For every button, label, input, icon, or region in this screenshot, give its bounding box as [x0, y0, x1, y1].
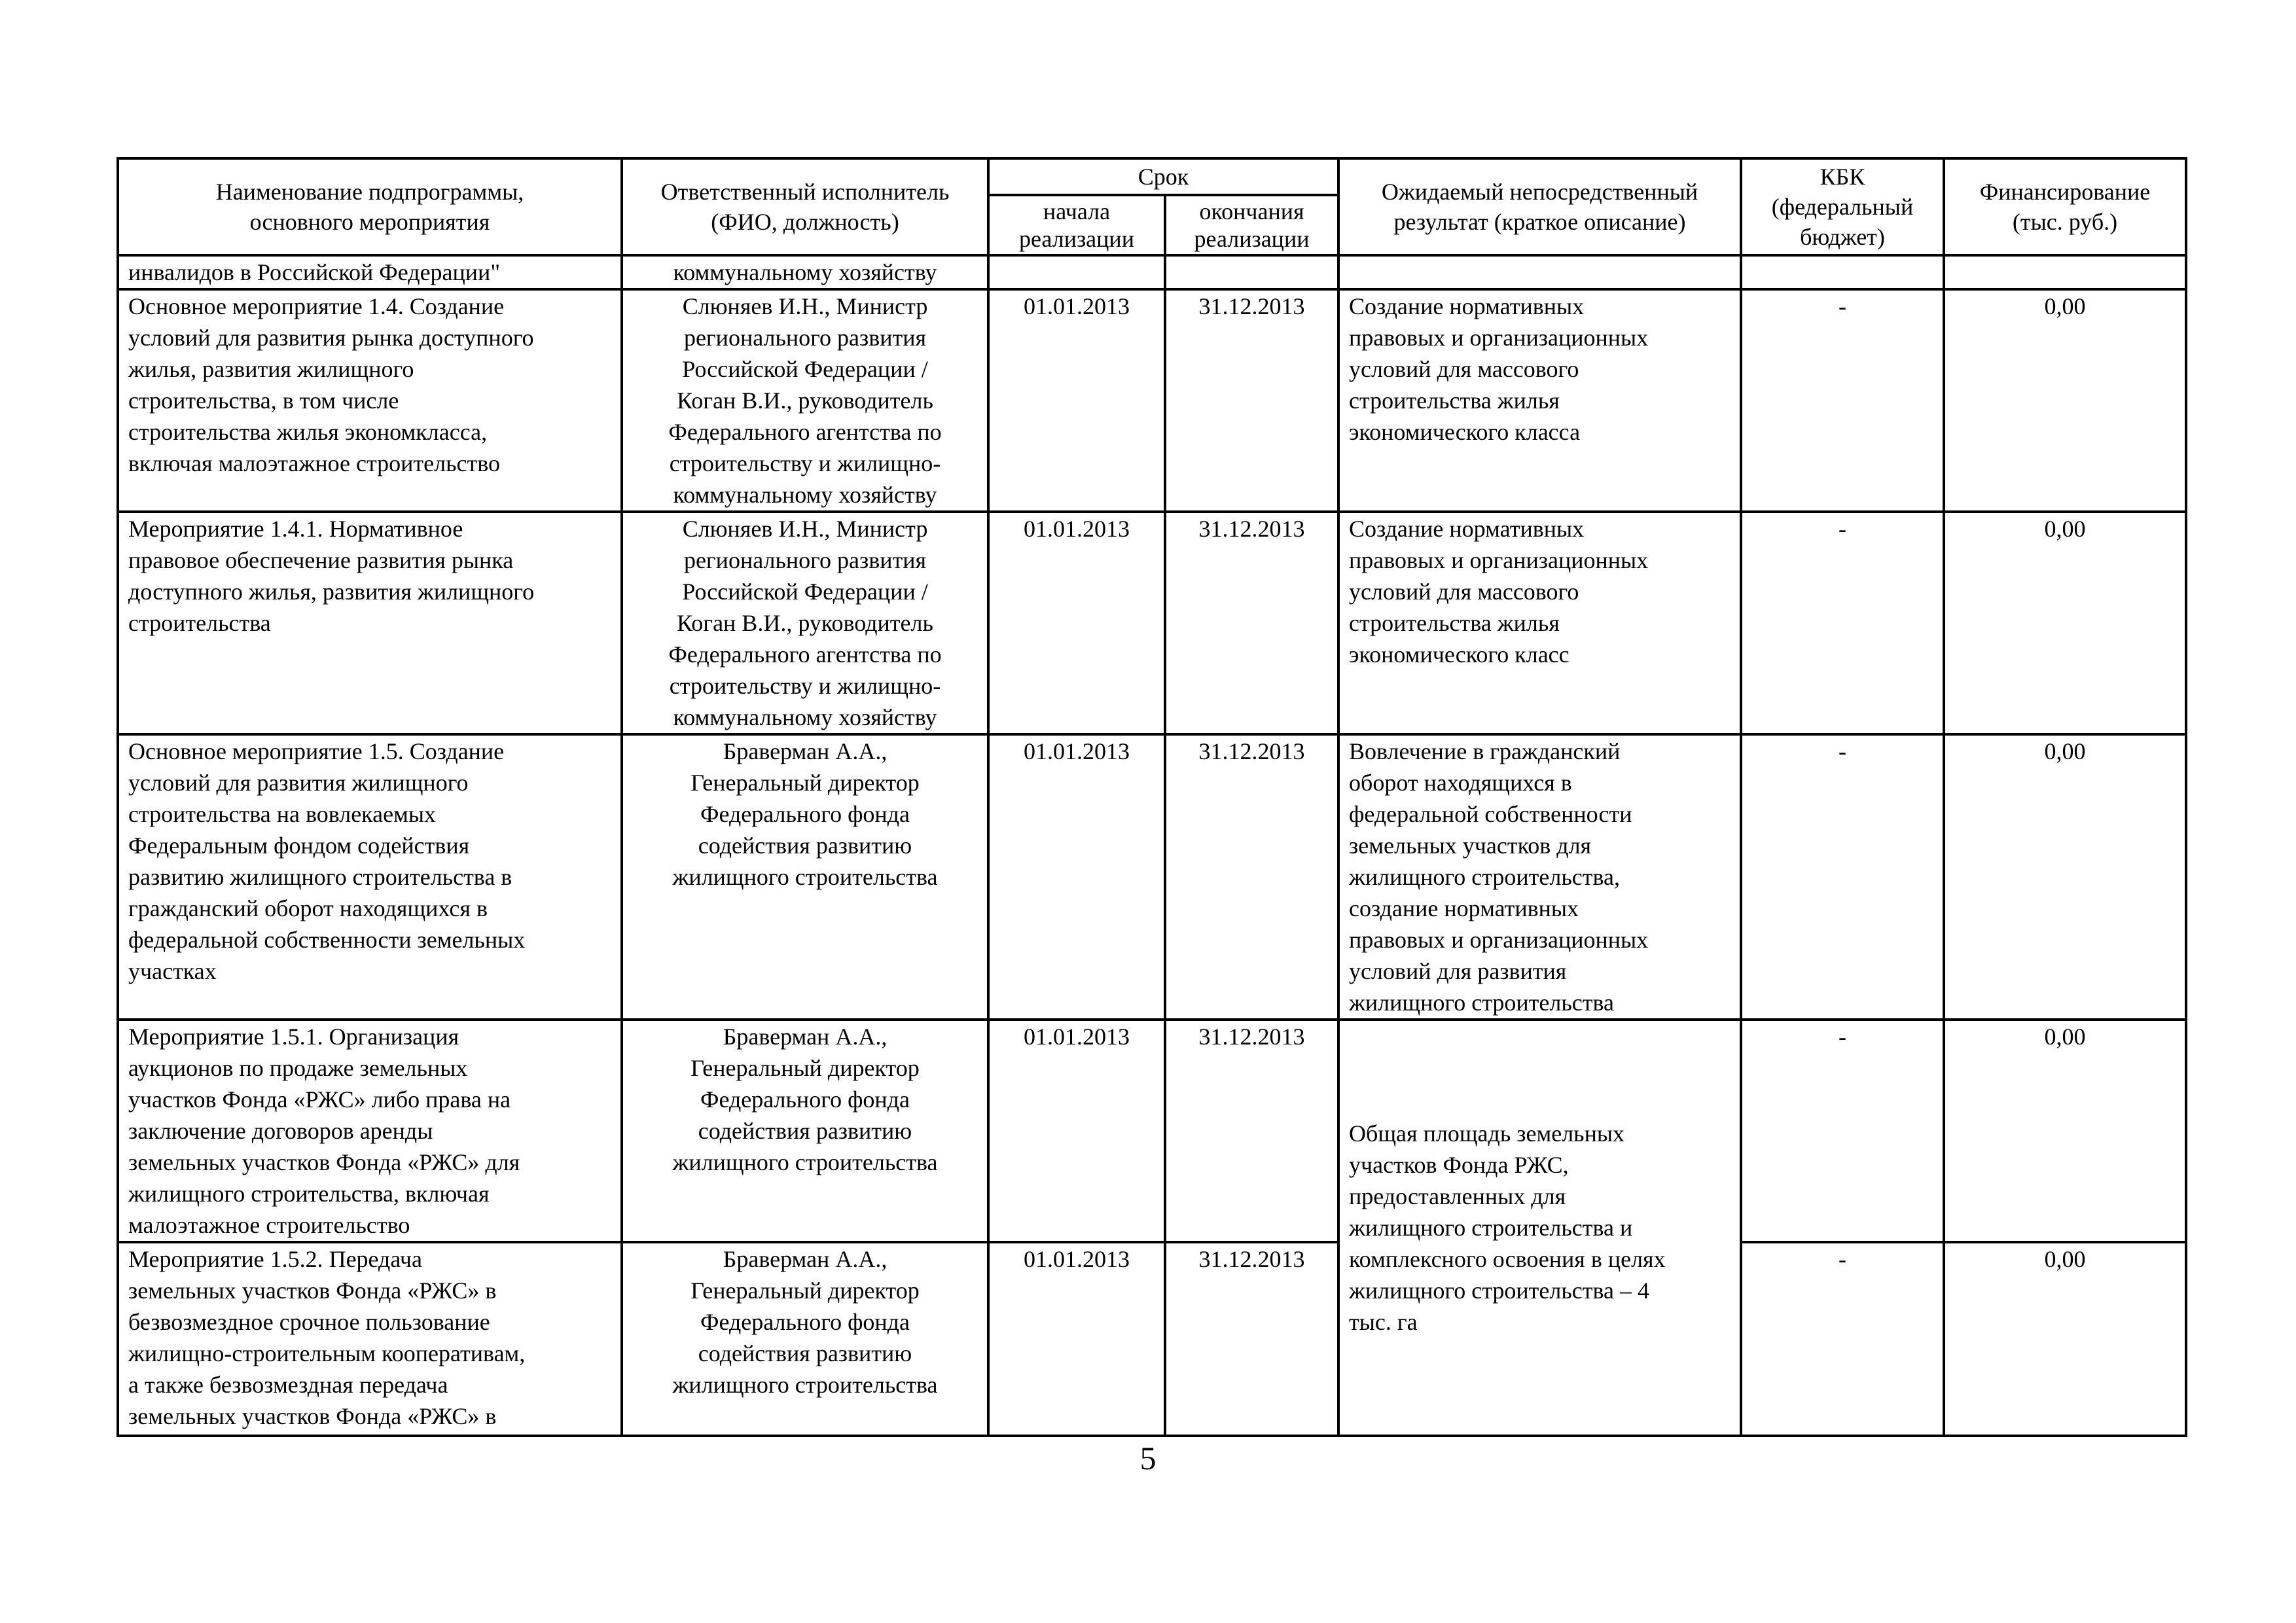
row-start: 01.01.2013 — [988, 1242, 1165, 1436]
row-name: Основное мероприятие 1.4. Создание условий для развития рынка доступного жилья, развития жилищного строительства, в том числе строительства жилья экономкласса, включая малоэтажное строительство — [118, 289, 622, 512]
row-start: 01.01.2013 — [988, 734, 1165, 1020]
row-name: инвалидов в Российской Федерации" — [118, 255, 622, 289]
header-term: Срок — [988, 158, 1338, 195]
table-row — [118, 289, 2186, 512]
row-executor: коммунальному хозяйству — [622, 255, 988, 289]
row-finance: 0,00 — [1944, 512, 2186, 734]
row-kbk: - — [1741, 734, 1944, 1020]
table-row — [118, 1242, 2186, 1436]
row-finance: 0,00 — [1944, 1242, 2186, 1436]
row-result: Создание нормативных правовых и организационных условий для массового строительства жилья экономического класс — [1338, 512, 1741, 734]
header-kbk: КБК (федеральный бюджет) — [1741, 158, 1944, 255]
header-executor: Ответственный исполнитель (ФИО, должность) — [622, 158, 988, 255]
row-name: Мероприятие 1.5.2. Передача земельных участков Фонда «РЖС» в безвозмездное срочное пользование жилищно-строительным кооперативам, а также безвозмездная передача земельных участков Фонда «РЖС» в — [118, 1242, 622, 1436]
row-end: 31.12.2013 — [1165, 512, 1338, 734]
row-finance: 0,00 — [1944, 1020, 2186, 1242]
row-executor: Браверман А.А., Генеральный директор Федерального фонда содействия развитию жилищного строительства — [622, 734, 988, 1020]
row-result: Вовлечение в гражданский оборот находящихся в федеральной собственности земельных участков для жилищного строительства, создание нормативных правовых и организационных условий для развития жилищного строительства — [1338, 734, 1741, 1020]
row-kbk: - — [1741, 289, 1944, 512]
row-end — [1165, 255, 1338, 289]
row-kbk — [1741, 255, 1944, 289]
row-finance — [1944, 255, 2186, 289]
header-end: окончания реализации — [1165, 195, 1338, 255]
row-kbk: - — [1741, 1242, 1944, 1436]
program-table — [117, 157, 2187, 1437]
row-executor: Браверман А.А., Генеральный директор Федерального фонда содействия развитию жилищного строительства — [622, 1242, 988, 1436]
row-name: Мероприятие 1.4.1. Нормативное правовое обеспечение развития рынка доступного жилья, развития жилищного строительства — [118, 512, 622, 734]
table-row — [118, 255, 2186, 289]
row-name: Мероприятие 1.5.1. Организация аукционов по продаже земельных участков Фонда «РЖС» либо права на заключение договоров аренды земельных участков Фонда «РЖС» для жилищного строительства, включая малоэтажное строительство — [118, 1020, 622, 1242]
row-start: 01.01.2013 — [988, 289, 1165, 512]
row-executor: Браверман А.А., Генеральный директор Федерального фонда содействия развитию жилищного строительства — [622, 1020, 988, 1242]
row-finance: 0,00 — [1944, 734, 2186, 1020]
header-finance: Финансирование (тыс. руб.) — [1944, 158, 2186, 255]
row-end: 31.12.2013 — [1165, 289, 1338, 512]
row-start: 01.01.2013 — [988, 512, 1165, 734]
row-start — [988, 255, 1165, 289]
page-number: 5 — [1139, 1440, 1157, 1476]
header-start: начала реализации — [988, 195, 1165, 255]
table-row — [118, 512, 2186, 734]
row-end: 31.12.2013 — [1165, 1242, 1338, 1436]
table-row — [118, 1020, 2186, 1242]
row-kbk: - — [1741, 1020, 1944, 1242]
row-name: Основное мероприятие 1.5. Создание условий для развития жилищного строительства на вовлекаемых Федеральным фондом содействия развитию жилищного строительства в гражданский оборот находящихся в федеральной собственности земельных участках — [118, 734, 622, 1020]
row-end: 31.12.2013 — [1165, 734, 1338, 1020]
row-start: 01.01.2013 — [988, 1020, 1165, 1242]
row-executor: Слюняев И.Н., Министр регионального развития Российской Федерации / Коган В.И., руководитель Федерального агентства по строительству и жилищно- коммунальному хозяйству — [622, 289, 988, 512]
row-finance: 0,00 — [1944, 289, 2186, 512]
row-result — [1338, 255, 1741, 289]
header-result: Ожидаемый непосредственный результат (краткое описание) — [1338, 158, 1741, 255]
row-kbk: - — [1741, 512, 1944, 734]
row-result: Создание нормативных правовых и организационных условий для массового строительства жилья экономического класса — [1338, 289, 1741, 512]
row-executor: Слюняев И.Н., Министр регионального развития Российской Федерации / Коган В.И., руководитель Федерального агентства по строительству и жилищно- коммунальному хозяйству — [622, 512, 988, 734]
table-row — [118, 734, 2186, 1020]
row-end: 31.12.2013 — [1165, 1020, 1338, 1242]
header-name: Наименование подпрограммы, основного мероприятия — [118, 158, 622, 255]
row-result-merged: Общая площадь земельных участков Фонда РЖС, предоставленных для жилищного строительства и комплексного освоения в целях жилищного строительства – 4 тыс. га — [1338, 1020, 1741, 1436]
